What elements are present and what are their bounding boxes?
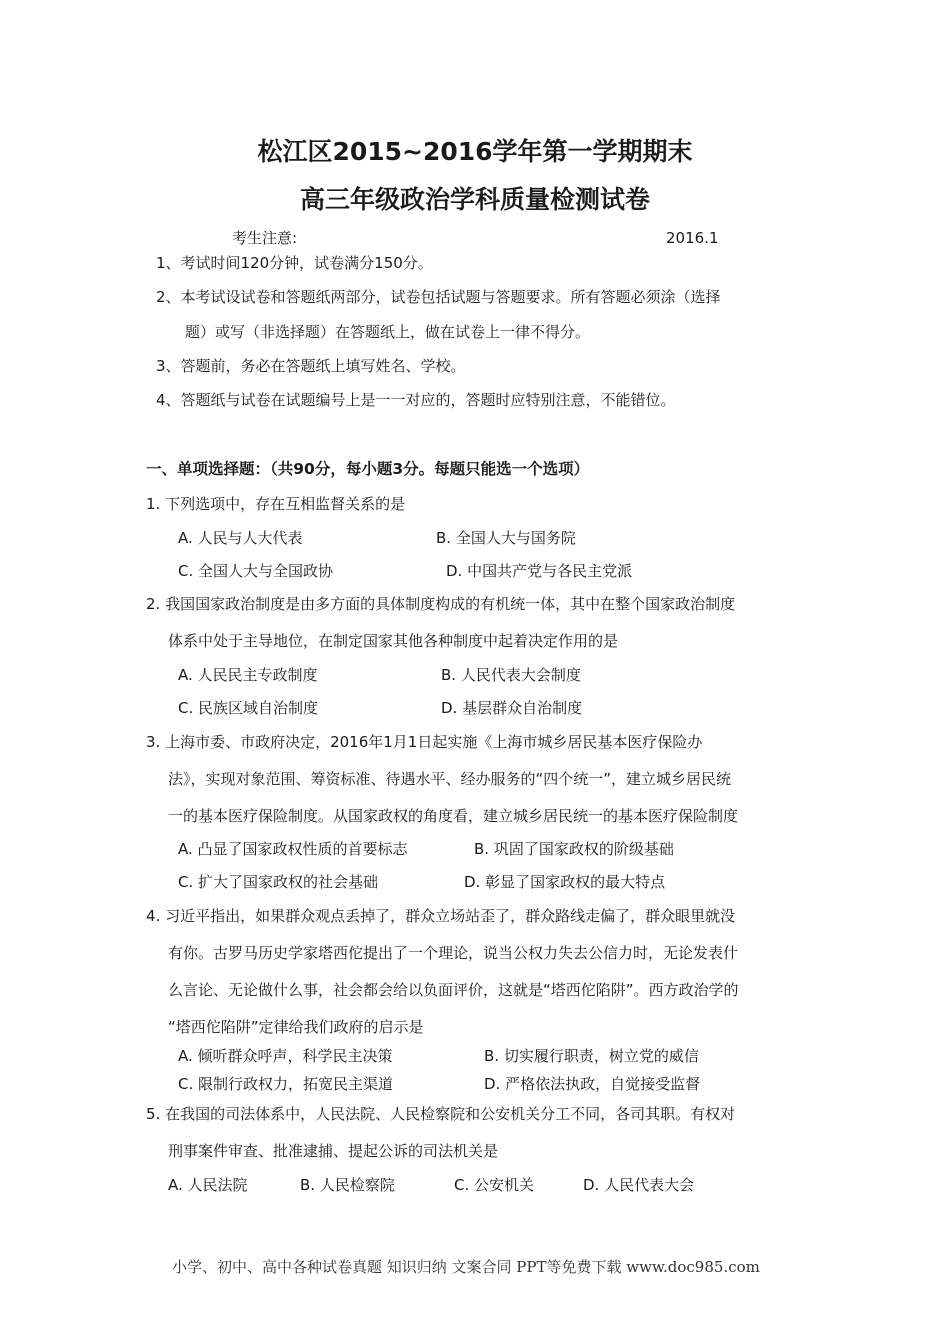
option-d: D. 人民代表大会 <box>583 1176 695 1194</box>
notice-item: 4、答题纸与试卷在试题编号上是一一对应的，答题时应特别注意，不能错位。 <box>156 391 676 409</box>
question-stem: 一的基本医疗保险制度。从国家政权的角度看，建立城乡居民统一的基本医疗保险制度 <box>168 807 739 825</box>
question-stem: 5. 在我国的司法体系中，人民法院、人民检察院和公安机关分工不同，各司其职。有权对 <box>146 1105 736 1123</box>
question-stem: 2. 我国国家政治制度是由多方面的具体制度构成的有机统一体，其中在整个国家政治制度 <box>146 595 736 613</box>
question-stem: 4. 习近平指出，如果群众观点丢掉了，群众立场站歪了，群众路线走偏了，群众眼里就没 <box>146 907 736 925</box>
option-c: C. 全国人大与全国政协 <box>178 562 334 580</box>
page-title: 松江区2015~2016学年第一学期期末 <box>257 137 693 166</box>
option-b: B. 人民代表大会制度 <box>441 666 581 684</box>
option-d: D. 彰显了国家政权的最大特点 <box>464 873 666 891</box>
option-a: A. 倾听群众呼声，科学民主决策 <box>178 1047 393 1065</box>
option-c: C. 扩大了国家政权的社会基础 <box>178 873 379 891</box>
question-stem: 体系中处于主导地位，在制定国家其他各种制度中起着决定作用的是 <box>168 632 619 650</box>
option-a: A. 人民法院 <box>168 1176 248 1194</box>
option-a: A. 人民民主专政制度 <box>178 666 318 684</box>
footer-text: 小学、初中、高中各种试卷真题 知识归纳 文案合同 PPT等免费下载 www.doc985.com <box>172 1258 760 1276</box>
option-c: C. 限制行政权力，拓宽民主渠道 <box>178 1075 394 1093</box>
question-stem: 么言论、无论做什么事，社会都会给以负面评价，这就是“塔西佗陷阱”。西方政治学的 <box>168 981 739 999</box>
option-d: D. 中国共产党与各民主党派 <box>446 562 633 580</box>
notice-item: 1、考试时间120分钟，试卷满分150分。 <box>156 254 433 272</box>
option-d: D. 基层群众自治制度 <box>441 699 583 717</box>
option-c: C. 民族区域自治制度 <box>178 699 319 717</box>
section-heading: 一、单项选择题：（共90分，每小题3分。每题只能选一个选项） <box>146 460 590 478</box>
page-subtitle: 高三年级政治学科质量检测试卷 <box>299 185 650 214</box>
option-b: B. 全国人大与国务院 <box>436 529 576 547</box>
option-a: A. 凸显了国家政权性质的首要标志 <box>178 840 408 858</box>
question-stem: “塔西佗陷阱”定律给我们政府的启示是 <box>168 1018 424 1036</box>
question-stem: 法》，实现对象范围、筹资标准、待遇水平、经办服务的“四个统一”，建立城乡居民统 <box>168 770 732 788</box>
notice-label: 考生注意: <box>232 229 298 247</box>
notice-item: 题）或写（非选择题）在答题纸上，做在试卷上一律不得分。 <box>185 323 591 341</box>
option-b: B. 巩固了国家政权的阶级基础 <box>474 840 674 858</box>
question-stem: 1. 下列选项中，存在互相监督关系的是 <box>146 495 406 513</box>
notice-item: 3、答题前，务必在答题纸上填写姓名、学校。 <box>156 357 466 375</box>
question-stem: 有你。古罗马历史学家塔西佗提出了一个理论，说当公权力失去公信力时，无论发表什 <box>168 944 739 962</box>
question-stem: 刑事案件审查、批准逮捕、提起公诉的司法机关是 <box>168 1142 499 1160</box>
option-d: D. 严格依法执政，自觉接受监督 <box>484 1075 701 1093</box>
question-stem: 3. 上海市委、市政府决定，2016年1月1日起实施《上海市城乡居民基本医疗保险办 <box>146 733 703 751</box>
option-a: A. 人民与人大代表 <box>178 529 303 547</box>
option-b: B. 切实履行职责，树立党的威信 <box>484 1047 699 1065</box>
option-b: B. 人民检察院 <box>300 1176 395 1194</box>
exam-date: 2016.1 <box>666 229 719 247</box>
option-c: C. 公安机关 <box>454 1176 535 1194</box>
notice-item: 2、本考试设试卷和答题纸两部分，试卷包括试题与答题要求。所有答题必须涂（选择 <box>156 288 721 306</box>
